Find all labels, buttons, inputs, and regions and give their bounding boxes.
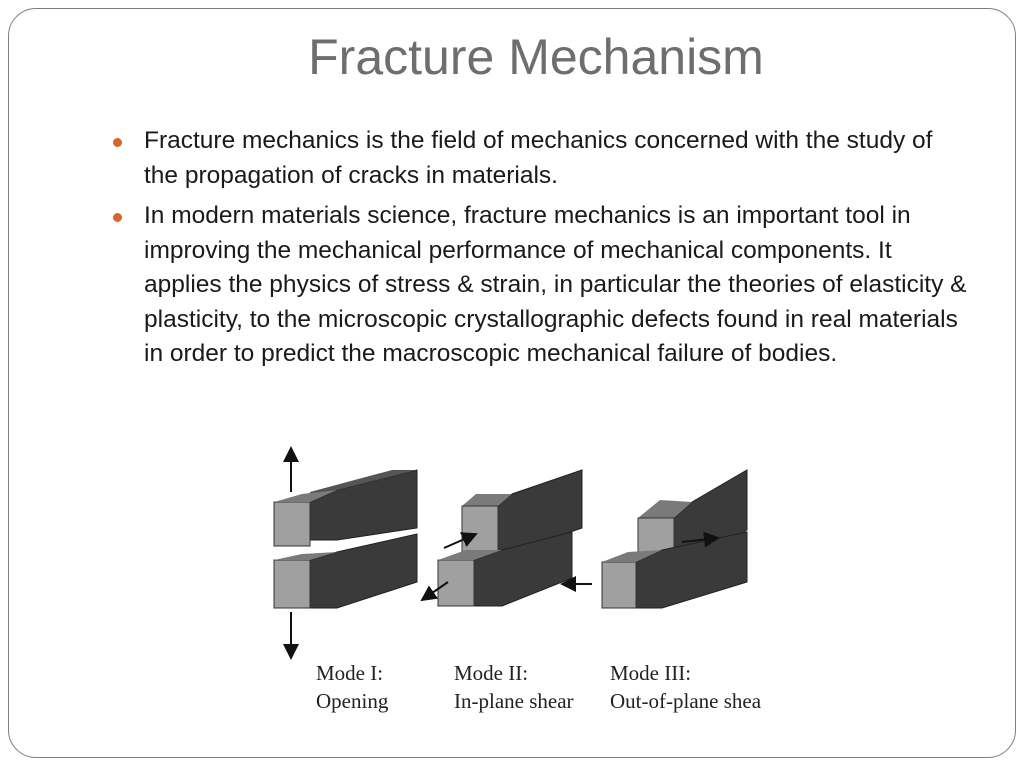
bullet-text: Fracture mechanics is the field of mechanics concerned with the study of the propagation of cracks in materials. (144, 127, 933, 189)
mode-1-description: Opening (316, 689, 389, 713)
mode-2-specimen (422, 470, 582, 606)
mode-3-specimen (562, 470, 747, 608)
bullet-dot-icon (113, 213, 122, 222)
fracture-modes-diagram (262, 432, 762, 722)
mode-3-description: Out-of-plane shea (610, 689, 762, 713)
mode-1-specimen (274, 448, 417, 658)
slide-title: Fracture Mechanism (308, 29, 764, 85)
mode-2-name: Mode II: (454, 661, 529, 685)
bullet-list (113, 124, 968, 378)
fracture-modes-figure (262, 432, 762, 722)
bullet-item (113, 199, 968, 372)
mode-1-name: Mode I: (316, 661, 384, 685)
bullet-dot-icon (113, 138, 122, 147)
bullet-item (113, 124, 968, 193)
bullet-text: In modern materials science, fracture mechanics is an important tool in improving the mechanical performance of mechanical components. It applies the physics of stress & strain, in particular the theories of elasticity & plasticity, to the microscopic crystallographic defects found in real materials in order to predict the macroscopic mechanical failure of bodies. (144, 202, 967, 367)
mode-3-name: Mode III: (610, 661, 692, 685)
mode-2-description: In-plane shear (454, 689, 574, 713)
